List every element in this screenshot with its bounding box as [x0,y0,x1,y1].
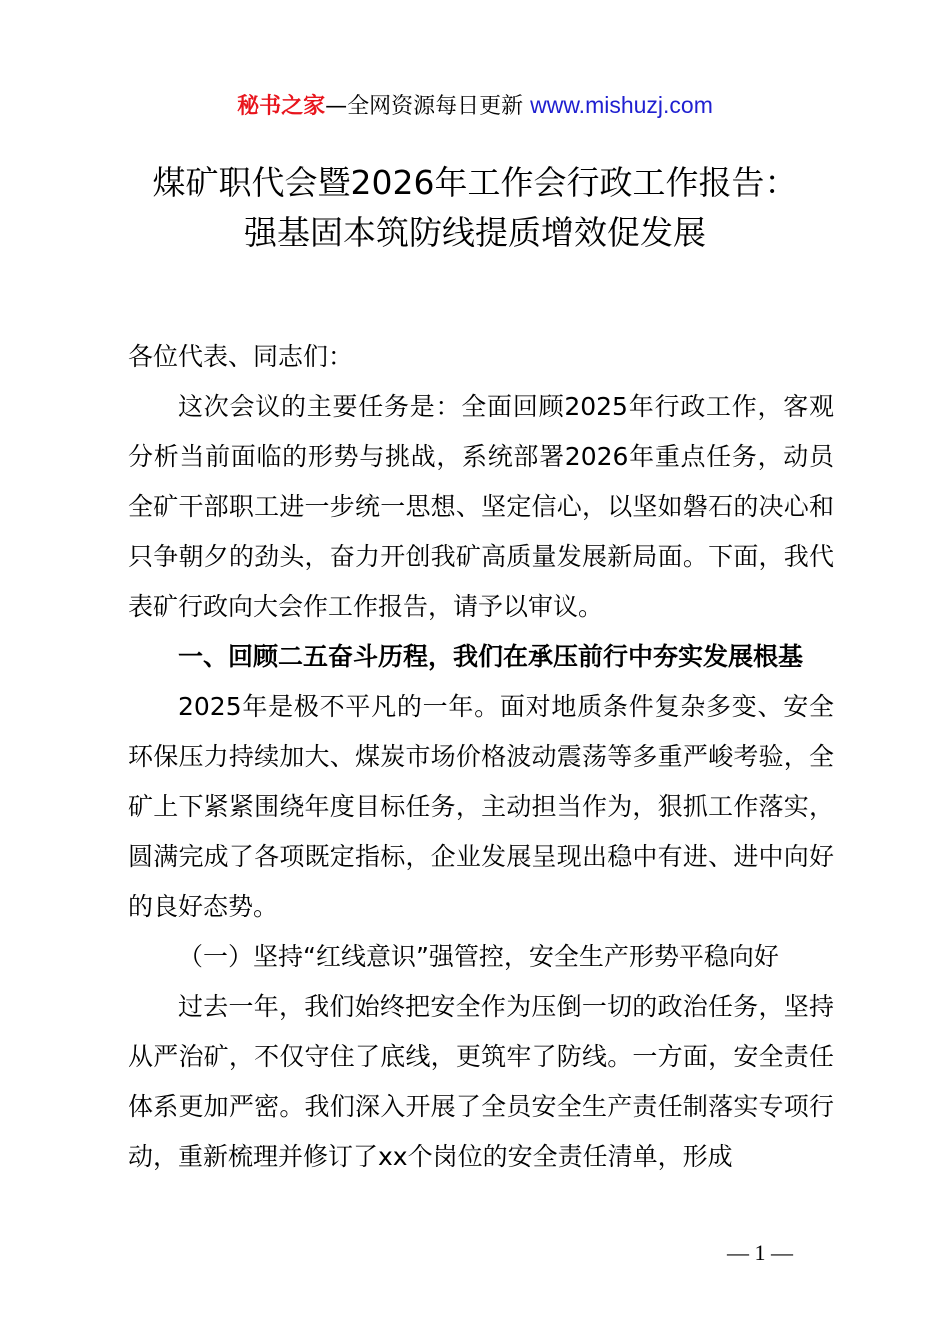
subsection-1-paragraph: 过去一年，我们始终把安全作为压倒一切的政治任务，坚持从严治矿，不仅守住了底线，更筑牢了防线。一方面，安全责任体系更加严密。我们深入开展了全员安全生产责任制落实专项行动，重新梳理并修订了xx个岗位的安全责任清单，形成 [128,992,834,1171]
section-1-paragraph: 2025年是极不平凡的一年。面对地质条件复杂多变、安全环保压力持续加大、煤炭市场价格波动震荡等多重严峻考验，全矿上下紧紧围绕年度目标任务，主动担当作为，狠抓工作落实，圆满完成了各项既定指标，企业发展呈现出稳中有进、进中向好的良好态势。 [128,692,834,921]
document-title [0,158,950,258]
subsection-heading-1: （一）坚持“红线意识”强管控，安全生产形势平稳向好 [178,942,779,971]
site-url-link[interactable]: www.mishuzj.com [530,92,713,118]
intro-paragraph: 这次会议的主要任务是：全面回顾2025年行政工作，客观分析当前面临的形势与挑战，系统部署2026年重点任务，动员全矿干部职工进一步统一思想、坚定信心，以坚如磐石的决心和只争朝夕的劲头，奋力开创我矿高质量发展新局面。下面，我代表矿行政向大会作工作报告，请予以审议。 [128,392,834,621]
salutation: 各位代表、同志们： [128,342,354,371]
site-slogan: —全网资源每日更新 [325,94,531,119]
site-banner [0,88,950,124]
title-line-1: 煤矿职代会暨2026年工作会行政工作报告： [152,163,798,202]
section-heading-1: 一、回顾二五奋斗历程，我们在承压前行中夯实发展根基 [178,642,804,671]
page-number: — 1 — [727,1240,793,1265]
document-body [128,332,834,1182]
site-brand: 秘书之家 [237,94,326,119]
title-line-2: 强基固本筑防线提质增效促发展 [244,213,706,252]
